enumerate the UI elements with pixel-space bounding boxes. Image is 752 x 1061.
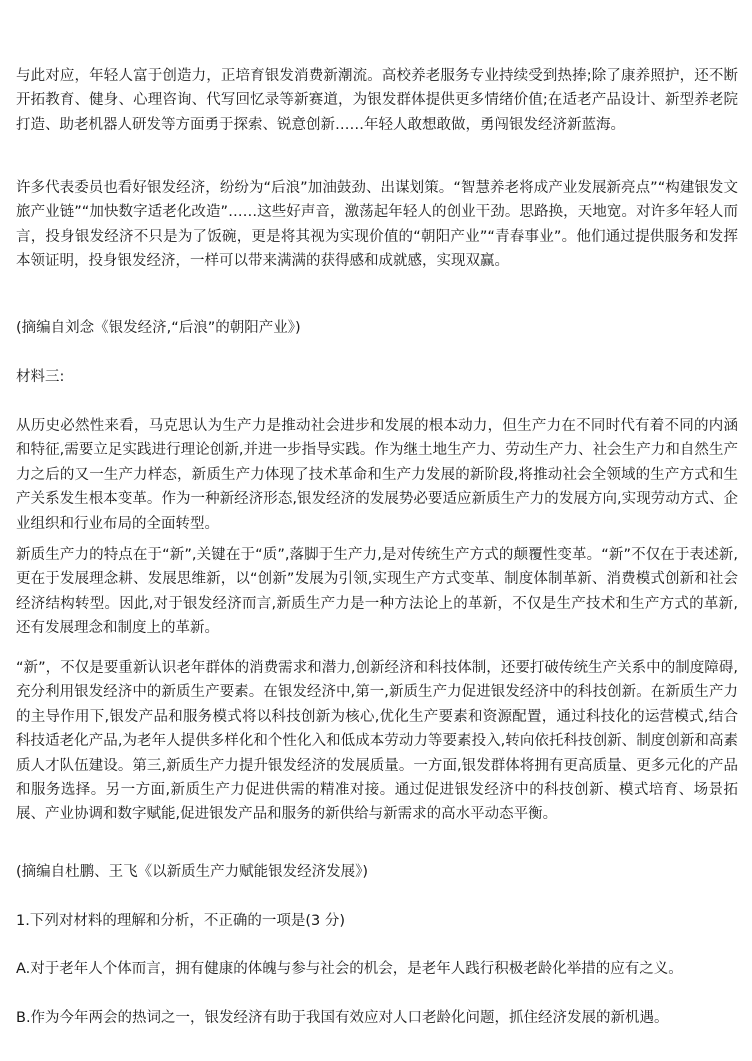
paragraph-representatives: 许多代表委员也看好银发经济，纷纷为“后浪”加油鼓劲、出谋划策。“智慧养老将成产业发展新亮点”“构建银发文旅产业链”“加快数字适老化改造”……这些好声音，激荡起年轻人的创业干劲。思路换，天地宽。对许多年轻人而言，投身银发经济不只是为了饭碗，更是将其视为实现价值的“朝阳产业”“青春事业”。他们通过提供服务和发挥本领证明，投身银发经济，一样可以带来满满的获得感和成就感，实现双赢。 [16,180,738,270]
option-a: A.对于老年人个体而言，拥有健康的体魄与参与社会的机会，是老年人践行积极老龄化举措的应有之义。 [16,961,683,977]
paragraph-young-people: 与此对应，年轻人富于创造力，正培育银发消费新潮流。高校养老服务专业持续受到热捧;除了康养照护，还不断开拓教育、健身、心理咨询、代写回忆录等新赛道，为银发群体提供更多情绪价值;在适老产品设计、新型养老院打造、助老机器人研发等方面勇于探索、锐意创新……年轻人敢想敢做，勇闯银发经济新蓝海。 [16,68,738,133]
paragraph-new-quality-features: 新质生产力的特点在于“新”,关键在于“质”,落脚于生产力,是对传统生产方式的颠覆性变革。“新”不仅在于表述新,更在于发展理念耕、发展思维新，以“创新”发展为引领,实现生产方式变革、制度体制革新、消费模式创新和社会经济结构转型。因此,对于银发经济而言,新质生产力是一种方法论上的革新，不仅是生产技术和生产方式的革新,还有发展理念和制度上的革新。 [16,547,738,637]
paragraph-new-meaning: “新”，不仅是要重新认识老年群体的消费需求和潜力,创新经济和科技体制，还要打破传统生产关系中的制度障碍,充分利用银发经济中的新质生产要素。在银发经济中,第一,新质生产力促进银发经济中的科技创新。在新质生产力的主导作用下,银发产品和服务模式将以科技创新为核心,优化生产要素和资源配置，通过科技化的运营模式,结合科技适老化产品,为老年人提供多样化和个性化入和低成本劳动力等要素投入,转向依托科技创新、制度创新和高素质人才队伍建设。第三,新质生产力提升银发经济的发展质量。一方面,银发群体将拥有更高质量、更多元化的产品和服务选择。另一方面,新质生产力促进供需的精准对接。通过促进银发经济中的科技创新、模式培育、场景拓展、产业协调和数字赋能,促进银发产品和服务的新供给与新需求的高水平动态平衡。 [16,660,738,823]
question-1: 1.下列对材料的理解和分析，不正确的一项是(3 分) [16,913,345,929]
paragraph-historical-necessity: 从历史必然性来看，马克思认为生产力是推动社会进步和发展的根本动力，但生产力在不同时代有着不同的内涵和特征,需要立足实践进行理论创新,并进一步指导实践。作为继土地生产力、劳动生产力、社会生产力和自然生产力之后的又一生产力样态，新质生产力体现了技术革命和生产力发展的新阶段,将推动社会全领域的生产方式和生产关系发生根本变革。作为一种新经济形态,银发经济的发展势必要适应新质生产力的发展方向,实现劳动方式、企业组织和行业布局的全面转型。 [16,418,738,532]
source-citation-2: (摘编自杜鹏、王飞《以新质生产力赋能银发经济发展》) [16,864,369,880]
source-citation-1: (摘编自刘念《银发经济,“后浪”的朝阳产业》) [16,320,301,336]
material-three-heading: 材料三: [16,369,65,385]
option-b: B.作为今年两会的热词之一，银发经济有助于我国有效应对人口老龄化问题，抓住经济发展的新机遇。 [16,1010,669,1026]
